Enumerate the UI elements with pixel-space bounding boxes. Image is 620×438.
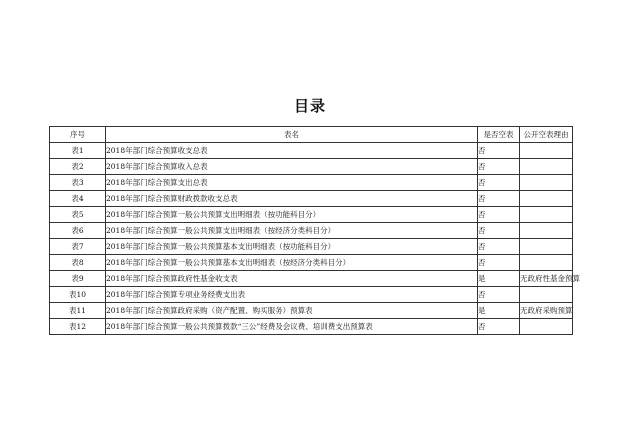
row-reason — [520, 287, 573, 303]
row-is-empty: 否 — [478, 143, 520, 159]
row-name: 2018年部门综合预算财政拨款收支总表 — [106, 191, 478, 207]
row-seq: 表3 — [50, 175, 106, 191]
row-is-empty: 是 — [478, 271, 520, 287]
row-reason — [520, 159, 573, 175]
header-seq: 序号 — [50, 127, 106, 143]
row-reason — [520, 143, 573, 159]
row-is-empty: 否 — [478, 223, 520, 239]
row-reason: 无政府性基金预算 — [520, 271, 573, 287]
table-row — [50, 239, 573, 255]
table-row — [50, 287, 573, 303]
table-row — [50, 223, 573, 239]
table-row — [50, 175, 573, 191]
row-name: 2018年部门综合预算收支总表 — [106, 143, 478, 159]
row-name: 2018年部门综合预算一般公共预算基本支出明细表（按功能科目分） — [106, 239, 478, 255]
row-reason — [520, 175, 573, 191]
row-is-empty: 否 — [478, 207, 520, 223]
table-row — [50, 159, 573, 175]
row-is-empty: 否 — [478, 287, 520, 303]
table-row — [50, 191, 573, 207]
row-seq: 表5 — [50, 207, 106, 223]
row-reason — [520, 319, 573, 335]
row-is-empty: 否 — [478, 255, 520, 271]
row-seq: 表10 — [50, 287, 106, 303]
row-name: 2018年部门综合预算一般公共预算拨款“三公”经费及会议费、培训费支出预算表 — [106, 319, 478, 335]
toc-table — [49, 126, 580, 335]
row-is-empty: 否 — [478, 175, 520, 191]
header-name: 表名 — [106, 127, 478, 143]
table-header-row — [50, 127, 573, 143]
row-is-empty: 是 — [478, 303, 520, 319]
row-seq: 表9 — [50, 271, 106, 287]
row-reason: 无政府采购预算 — [520, 303, 573, 319]
row-is-empty: 否 — [478, 191, 520, 207]
row-reason — [520, 255, 573, 271]
table-row — [50, 207, 573, 223]
row-seq: 表11 — [50, 303, 106, 319]
row-seq: 表1 — [50, 143, 106, 159]
row-seq: 表4 — [50, 191, 106, 207]
row-seq: 表6 — [50, 223, 106, 239]
row-seq: 表2 — [50, 159, 106, 175]
row-name: 2018年部门综合预算一般公共预算支出明细表（按经济分类科目分） — [106, 223, 478, 239]
row-name: 2018年部门综合预算收入总表 — [106, 159, 478, 175]
row-name: 2018年部门综合预算政府性基金收支表 — [106, 271, 478, 287]
row-reason — [520, 239, 573, 255]
row-seq: 表8 — [50, 255, 106, 271]
row-name: 2018年部门综合预算一般公共预算支出明细表（按功能科目分） — [106, 207, 478, 223]
row-reason — [520, 207, 573, 223]
table-row — [50, 319, 573, 335]
table-row — [50, 143, 573, 159]
row-seq: 表7 — [50, 239, 106, 255]
row-name: 2018年部门综合预算支出总表 — [106, 175, 478, 191]
header-is-empty: 是否空表 — [478, 127, 520, 143]
table-row — [50, 255, 573, 271]
row-name: 2018年部门综合预算一般公共预算基本支出明细表（按经济分类科目分） — [106, 255, 478, 271]
row-name: 2018年部门综合预算专项业务经费支出表 — [106, 287, 478, 303]
table-row — [50, 303, 573, 319]
row-reason — [520, 191, 573, 207]
row-is-empty: 否 — [478, 239, 520, 255]
header-reason: 公开空表理由 — [520, 127, 573, 143]
row-is-empty: 否 — [478, 319, 520, 335]
row-name: 2018年部门综合预算政府采购（资产配置、购买服务）预算表 — [106, 303, 478, 319]
table-row — [50, 271, 573, 287]
page-title: 目录 — [293, 97, 326, 115]
row-seq: 表12 — [50, 319, 106, 335]
row-is-empty: 否 — [478, 159, 520, 175]
row-reason — [520, 223, 573, 239]
